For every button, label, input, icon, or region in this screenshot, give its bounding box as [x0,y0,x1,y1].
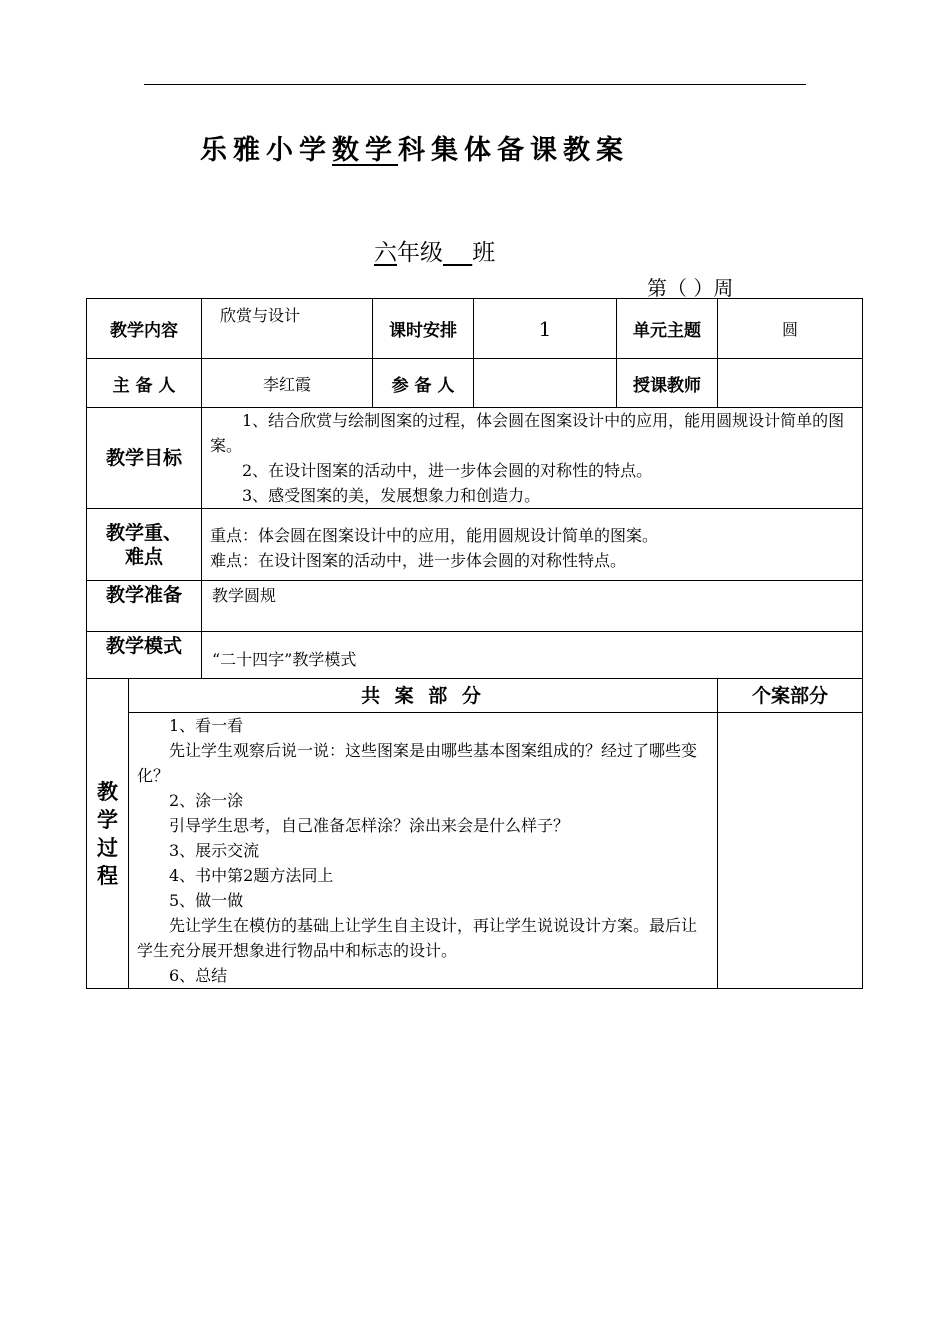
process-label-char: 程 [97,863,118,888]
mode-label: 教学模式 [87,632,202,679]
shared-plan-header: 共 案 部 分 [129,679,718,713]
school-name: 乐雅小学 [200,135,332,166]
row-prep [87,581,863,632]
teacher-value [718,359,863,408]
keypoints-content [202,509,863,581]
class-label: 班 [472,240,496,266]
row-keypoints [87,509,863,581]
process-line: 6、总结 [169,966,228,985]
process-line: 5、做一做 [169,891,244,910]
goal-item: 2、在设计图案的活动中，进一步体会圆的对称性的特点。 [242,461,653,480]
unit-label: 单元主题 [617,299,718,359]
title-suffix: 科集体备课教案 [398,135,629,166]
grade-number: 六 [374,240,397,266]
content-value: 欣赏与设计 [202,299,373,359]
keypoints-label [87,509,202,581]
row-goals [87,408,863,509]
individual-plan-content [718,713,863,989]
row-content [87,299,863,359]
unit-value: 圆 [718,299,863,359]
key-point: 重点：体会圆在图案设计中的应用，能用圆规设计简单的图案。 [210,526,659,545]
goals-content [202,408,863,509]
process-line: 先让学生在模仿的基础上让学生自主设计，再让学生说说设计方案。最后让学生充分展开想象进行物品中和标志的设计。 [137,916,698,960]
keypoints-label-line2: 难点 [124,545,163,568]
process-line: 2、涂一涂 [169,791,244,810]
co-label: 参 备 人 [373,359,474,408]
page-title [200,128,629,167]
period-value: 1 [474,299,617,359]
prep-label: 教学准备 [87,581,202,632]
goal-item: 1、结合欣赏与绘制图案的过程，体会圆在图案设计中的应用，能用圆规设计简单的图案。 [210,411,845,455]
process-line: 先让学生观察后说一说：这些图案是由哪些基本图案组成的？经过了哪些变化？ [137,741,698,785]
process-label [87,679,129,989]
process-label-char: 学 [97,807,118,832]
lead-value: 李红霞 [202,359,373,408]
class-blank [443,240,472,266]
period-label: 课时安排 [373,299,474,359]
week-label: 第（ ）周 [647,276,734,300]
process-line: 4、书中第2题方法同上 [169,866,334,885]
prep-value: 教学圆规 [202,581,863,632]
individual-plan-header: 个案部分 [718,679,863,713]
goal-item: 3、感受图案的美，发展想象力和创造力。 [242,486,541,505]
grade-line [374,234,495,267]
process-label-char: 过 [97,835,118,860]
row-process-body [87,713,863,989]
lesson-plan-table [86,298,863,989]
process-line: 1、看一看 [169,716,244,735]
difficult-point: 难点：在设计图案的活动中，进一步体会圆的对称性特点。 [210,551,627,570]
goals-label: 教学目标 [87,408,202,509]
mode-value: “二十四字”教学模式 [202,632,863,679]
subject-name: 数学 [332,135,398,166]
shared-plan-content [129,713,718,989]
process-line: 引导学生思考，自己准备怎样涂？涂出来会是什么样子？ [169,816,570,835]
content-label: 教学内容 [87,299,202,359]
co-value [474,359,617,408]
lead-label: 主 备 人 [87,359,202,408]
grade-label: 年级 [397,240,443,266]
teacher-label: 授课教师 [617,359,718,408]
top-rule [144,84,806,85]
row-staff [87,359,863,408]
row-mode [87,632,863,679]
process-line: 3、展示交流 [169,841,260,860]
process-label-char: 教 [97,779,118,804]
keypoints-label-line1: 教学重、 [105,521,182,544]
row-process-header [87,679,863,713]
